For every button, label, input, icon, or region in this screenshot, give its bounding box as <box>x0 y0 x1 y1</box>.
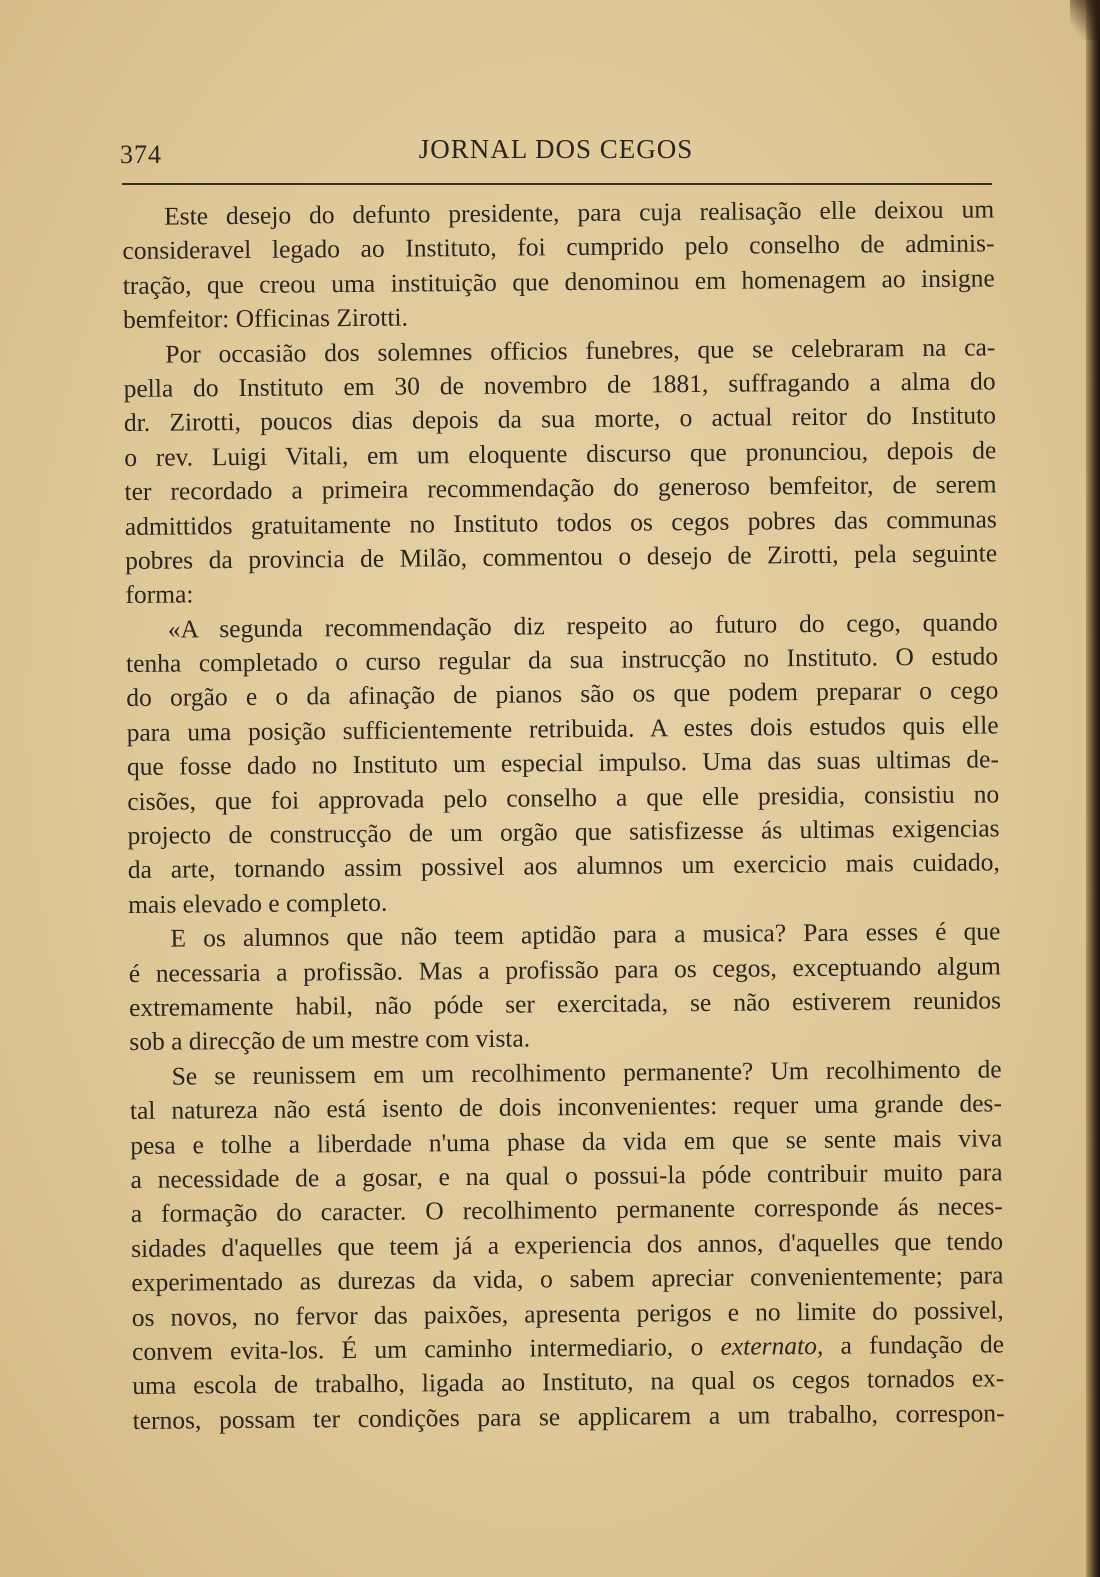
text-line: consideravel legado ao Instituto, foi cumprido pelo conselho de adminis- <box>122 228 995 266</box>
text-segment: convem evita-los. É um caminho intermediario, o <box>131 1331 704 1366</box>
text-line: ter recordado a primeira recommendação do generoso bemfeitor, de serem <box>124 469 997 507</box>
text-line: tenha completado o curso regular da sua instrucção no Instituto. O estudo <box>125 641 999 679</box>
text-line: mais elevado e completo. <box>128 887 388 919</box>
text-line: para uma posição sufficientemente retribuida. A estes dois estudos quis elle <box>126 710 999 747</box>
body-text <box>122 192 1005 1438</box>
text-line: sob a direcção de um mestre com vista. <box>129 1023 531 1057</box>
text-line: projecto de construcção de um orgão que satisfizesse ás ultimas exigencias <box>127 813 1000 851</box>
text-line: o rev. Luigi Vitali, em um eloquente discurso que pronunciou, depois de <box>124 435 997 472</box>
text-line: Este desejo do defunto presidente, para cuja realisação elle deixou um <box>164 194 995 231</box>
running-title: JORNAL DOS CEGOS <box>418 134 694 164</box>
text-line: forma: <box>125 579 194 610</box>
text-line: bemfeitor: Officinas Zirotti. <box>122 302 409 335</box>
text-line: a necessidade de a gosar, e na qual o possui-la póde contribuir muito para <box>130 1157 1003 1194</box>
text-line: E os alumnos que não teem aptidão para a musica? Para esses é que <box>170 916 1001 953</box>
header-rule <box>122 183 992 185</box>
text-line: é necessaria a profissão. Mas a profissão para os cegos, exceptuando algum <box>128 950 1001 988</box>
text-line: pobres da provincia de Milão, commentou o desejo de Zirotti, pela seguinte <box>125 538 998 575</box>
text-line: uma escola de trabalho, ligada ao Instituto, na qual os cegos tornados ex- <box>132 1363 1005 1401</box>
text-line: experimentado as durezas da vida, o sabem apreciar convenientemente; para <box>131 1260 1004 1298</box>
text-line: «A segunda recommendação diz respeito ao futuro do cego, quando <box>167 607 998 644</box>
page-corner-shadow <box>1070 0 1100 40</box>
text-line: os novos, no fervor das paixões, apresenta perigos e no limite do possivel, <box>131 1294 1004 1332</box>
text-segment: a fundação de <box>840 1329 1005 1360</box>
text-line: dr. Zirotti, poucos dias depois da sua morte, o actual reitor do Instituto <box>123 400 997 438</box>
text-line: sidades d'aquelles que teem já a experiencia dos annos, d'aquelles que tendo <box>131 1226 1004 1263</box>
text-line: do orgão e o da afinação de pianos são os que podem preparar o cego <box>126 675 999 713</box>
page-edge-shadow <box>1086 0 1100 1577</box>
text-line: que fosse dado no Instituto um especial impulso. Uma das suas ultimas de- <box>126 744 1000 782</box>
text-line: a formação do caracter. O recolhimento permanente corresponde ás neces- <box>130 1191 1003 1229</box>
text-line: pella do Instituto em 30 de novembro de 1881, suffragando a alma do <box>123 366 996 403</box>
text-line: tal natureza não está isento de dois inconvenientes: requer uma grande des- <box>129 1088 1003 1126</box>
text-line: da arte, tornando assim possivel aos alumnos um exercicio mais cuidado, <box>127 847 1000 885</box>
text-line: extremamente habil, não póde ser exercitada, se não estiverem reunidos <box>128 985 1002 1022</box>
italic-term: externato, <box>720 1330 824 1361</box>
text-line: Se se reunissem em um recolhimento permanente? Um recolhimento de <box>171 1054 1002 1091</box>
text-line: ternos, possam ter condições para se applicarem a um trabalho, correspon- <box>132 1398 1005 1435</box>
text-line: tração, que creou uma instituição que denominou em homenagem ao insigne <box>122 263 995 300</box>
text-line: pesa e tolhe a liberdade n'uma phase da vida em que se sente mais viva <box>130 1122 1003 1160</box>
text-line: cisões, que foi approvada pelo conselho a que elle presidia, consistiu no <box>127 779 1000 816</box>
text-line: Por occasião dos solemnes officios funebres, que se celebraram na ca- <box>165 331 996 369</box>
page-number: 374 <box>120 140 162 169</box>
text-line: admittidos gratuitamente no Instituto todos os cegos pobres das communas <box>124 503 997 541</box>
page-header <box>120 134 992 174</box>
